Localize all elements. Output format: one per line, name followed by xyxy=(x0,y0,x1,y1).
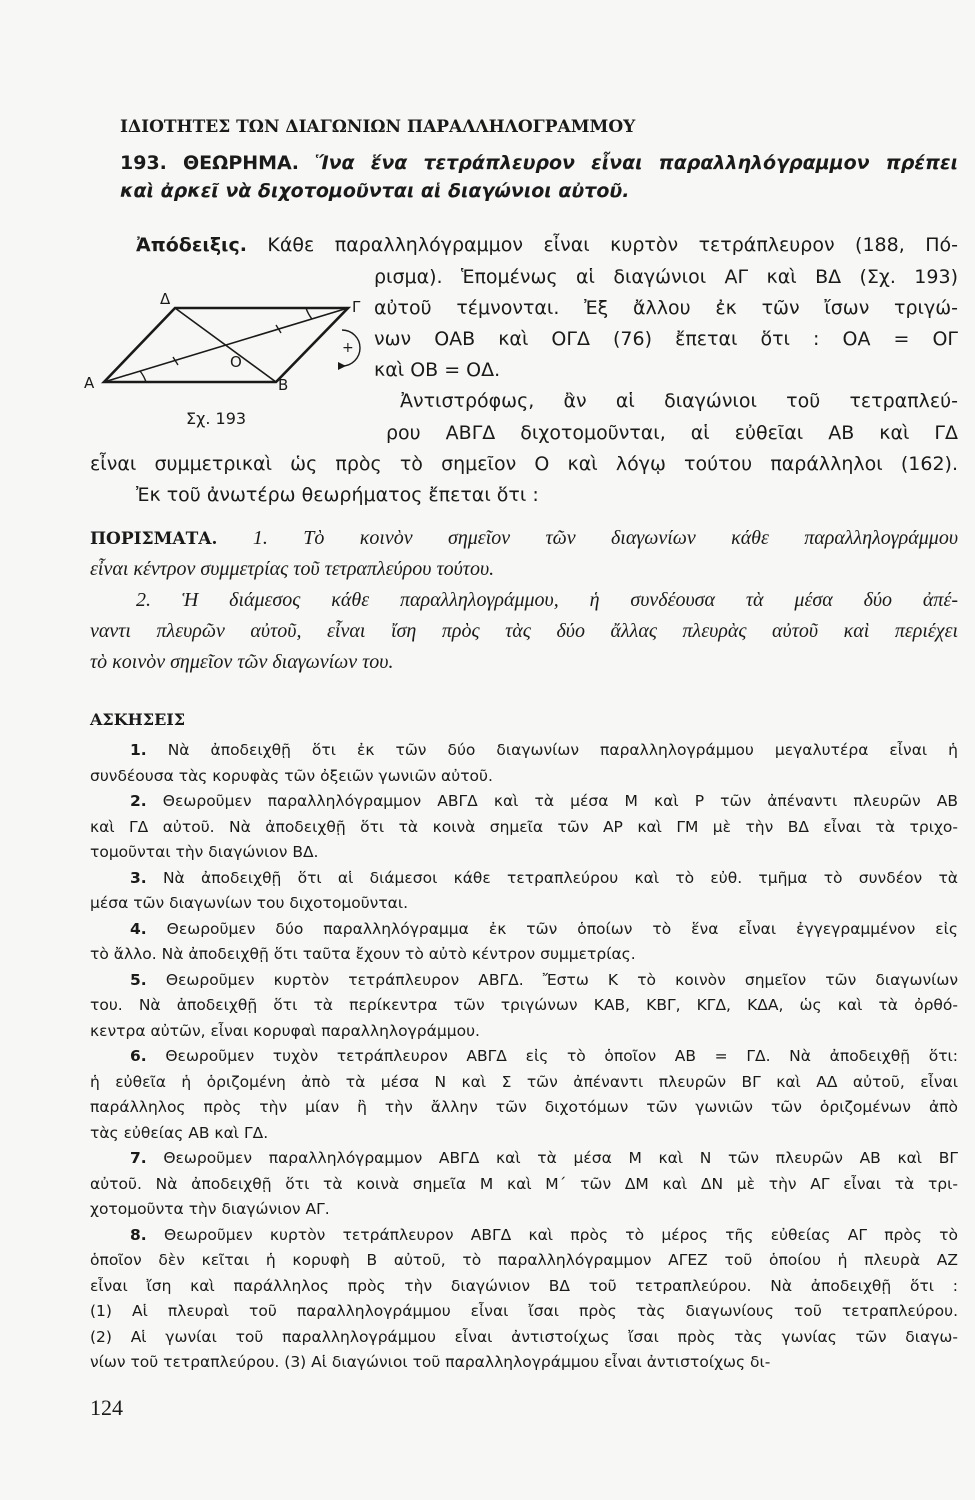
exercise-text: ὁποῖον δὲν κεῖται ἡ κορυφὴ Β αὐτοῦ, τὸ παραλληλόγραμμον ΑΓΕΖ τοῦ ὁποίου ἡ πλευρὰ ΑΖ xyxy=(90,1251,958,1269)
proof-text-1: Κάθε παραλληλόγραμμον εἶναι κυρτὸν τετράπλευρον (188, Πό- xyxy=(267,234,958,256)
exercise-text: Θεωροῦμεν δύο παραλληλόγραμμα ἐκ τῶν ὁποίων τὸ ἕνα εἶναι ἐγγεγραμμένον εἰς xyxy=(166,919,958,938)
proof-text-4: νων ΟΑΒ καὶ ΟΓΔ (76) ἔπεται ὅτι : ΟΑ = ΟΓ xyxy=(374,328,958,350)
exercise-2-line-3 xyxy=(90,843,318,861)
corollary-1-line-2: εἶναι κέντρον συμμετρίας τοῦ τετραπλεύρου τούτου. xyxy=(90,558,495,580)
exercise-text: τὸ ἄλλο. Νὰ ἀποδειχθῇ ὅτι ταῦτα ἔχουν τὸ αὐτὸ κέντρον συμμετρίας. xyxy=(90,945,636,963)
corollary-2-line-2 xyxy=(90,620,958,643)
exercise-text: χοτομοῦντα τὴν διαγώνιον ΑΓ. xyxy=(90,1200,330,1218)
proof-text-8: εἶναι συμμετρικαὶ ὡς πρὸς τὸ σημεῖον Ο καὶ λόγῳ τούτου παράλληλοι (162). xyxy=(90,453,958,475)
proof-text-6: Ἀντιστρόφως, ἂν αἱ διαγώνιοι τοῦ τετραπλεύ- xyxy=(400,390,958,412)
exercise-8-line-2 xyxy=(90,1251,958,1269)
rotation-arrowhead xyxy=(338,362,346,370)
exercise-number: 7. xyxy=(130,1149,147,1167)
exercise-text: παράλληλος πρὸς τὴν μίαν ἢ τὴν ἄλλην τῶν διχοτόμων τῶν γωνιῶν τῶν ὁριζομένων ἀπὸ xyxy=(90,1098,958,1116)
proof-line-3 xyxy=(374,293,958,323)
exercise-text: αὐτοῦ. Νὰ ἀποδειχθῇ ὅτι τὰ κοινὰ σημεῖα Μ καὶ Μ΄ τῶν ΔΜ καὶ ΔΝ μὲ τὴν ΑΓ εἶναι τὰ τρι- xyxy=(90,1174,958,1193)
page-number: 124 xyxy=(90,1395,123,1420)
exercise-5-line-1 xyxy=(130,971,958,989)
exercise-number: 3. xyxy=(130,868,147,887)
exercises-heading: ΑΣΚΗΣΕΙΣ xyxy=(90,710,186,729)
exercise-text: κεντρα αὐτῶν, εἶναι κορυφαὶ παραλληλογράμμου. xyxy=(90,1021,480,1040)
exercise-text: Θεωροῦμεν τυχὸν τετράπλευρον ΑΒΓΔ εἰς τὸ ὁποῖον ΑΒ = ΓΔ. Νὰ ἀποδειχθῇ ὅτι: xyxy=(165,1047,958,1065)
exercise-text: Νὰ ἀποδειχθῇ ὅτι ἐκ τῶν δύο διαγωνίων παραλληλογράμμου μεγαλυτέρα εἶναι ἡ xyxy=(167,741,958,759)
diagonal-bd xyxy=(175,308,276,382)
exercise-text: Νὰ ἀποδειχθῇ ὅτι αἱ διάμεσοι κάθε τετραπλεύρου καὶ τὸ εὐθ. τμῆμα τὸ συνδέον τὰ xyxy=(162,868,958,887)
exercise-2-line-1 xyxy=(130,792,958,810)
exercise-text: εἶναι ἴση καὶ παράλληλος πρὸς τὴν διαγώνιον ΒΔ τοῦ τετραπλεύρου. Νὰ ἀποδειχθῇ ὅτι : xyxy=(90,1276,958,1295)
exercise-2-line-2 xyxy=(90,818,958,836)
exercise-number: 6. xyxy=(130,1047,147,1065)
exercise-4-line-1 xyxy=(130,920,958,938)
exercise-text: Θεωροῦμεν κυρτὸν τετράπλευρον ΑΒΓΔ καὶ πρὸς τὸ μέρος τῆς εὐθείας ΑΓ πρὸς τὸ xyxy=(163,1225,958,1244)
exercise-text: καὶ ΓΔ αὐτοῦ. Νὰ ἀποδειχθῇ ὅτι τὰ κοινὰ σημεῖα τῶν ΑΡ καὶ ΓΜ μὲ τὴν ΒΔ εἶναι τὰ τριχο- xyxy=(90,817,958,836)
exercise-6-line-1 xyxy=(130,1047,958,1065)
label-alpha: Α xyxy=(84,374,95,392)
exercise-7-line-1 xyxy=(130,1149,958,1167)
exercise-3-line-2 xyxy=(90,894,408,912)
proof-line-7 xyxy=(386,418,958,448)
angle-mark-g xyxy=(306,308,312,319)
proof-line-1 xyxy=(136,230,958,260)
theorem-text-1: Ἵνα ἕνα τετράπλευρον εἶναι παραλληλόγραμμον πρέπει xyxy=(314,152,958,174)
exercise-text: τὰς εὐθείας ΑΒ καὶ ΓΔ. xyxy=(90,1123,269,1142)
exercise-8-line-6 xyxy=(90,1353,770,1371)
corollaries-heading: ΠΟΡΙΣΜΑΤΑ. xyxy=(90,529,218,549)
exercise-number: 4. xyxy=(130,919,147,938)
exercise-text: ἡ εὐθεῖα ἡ ὁριζομένη ἀπὸ τὰ μέσα Ν καὶ Σ τῶν ἀπέναντι πλευρῶν ΒΓ καὶ ΑΔ αὐτοῦ, εἶναι xyxy=(90,1072,958,1091)
theorem-label: 193. ΘΕΩΡΗΜΑ. xyxy=(120,152,299,174)
exercise-1-line-1 xyxy=(130,741,958,759)
exercise-8-line-3 xyxy=(90,1277,958,1295)
corollary-1-line-1 xyxy=(90,527,958,550)
proof-line-6 xyxy=(400,386,958,416)
exercise-text: (2) Αἱ γωνίαι τοῦ παραλληλογράμμου εἶναι ἀντιστοίχως ἴσαι πρὸς τὰς γωνίας τῶν διαγω- xyxy=(90,1327,958,1346)
corollary-2-line-1 xyxy=(136,589,958,612)
exercise-5-line-2 xyxy=(90,996,958,1014)
label-o: Ο xyxy=(230,353,242,371)
exercise-7-line-3 xyxy=(90,1200,330,1218)
exercise-6-line-4 xyxy=(90,1124,268,1142)
exercise-number: 2. xyxy=(130,792,147,810)
exercise-number: 8. xyxy=(130,1225,147,1244)
proof-line-9: Ἐκ τοῦ ἀνωτέρω θεωρήματος ἔπεται ὅτι : xyxy=(136,484,539,506)
proof-text-2: ρισμα). Ἑπομένως αἱ διαγώνιοι ΑΓ καὶ ΒΔ (Σχ. 193) xyxy=(374,266,958,288)
label-gamma: Γ xyxy=(352,298,361,316)
label-beta: Β xyxy=(278,376,289,394)
exercise-text: του. Νὰ ἀποδειχθῇ ὅτι τὰ περίκεντρα τῶν τριγώνων ΚΑΒ, ΚΒΓ, ΚΓΔ, ΚΔΑ, ὡς καὶ τὰ ὀρθό- xyxy=(90,996,958,1014)
exercise-text: (1) Αἱ πλευραὶ τοῦ παραλληλογράμμου εἶναι ἴσαι πρὸς τὰς διαγωνίους τοῦ τετραπλεύρου. xyxy=(90,1302,958,1320)
label-delta: Δ xyxy=(160,290,171,308)
corollary-2-text-2: ναντι πλευρῶν αὐτοῦ, εἶναι ἴση πρὸς τὰς δύο ἄλλας πλευρὰς αὐτοῦ καὶ περιέχει xyxy=(90,620,958,642)
figure-caption: Σχ. 193 xyxy=(186,409,247,428)
exercise-6-line-3 xyxy=(90,1098,958,1116)
exercise-text: Θεωροῦμεν παραλληλόγραμμον ΑΒΓΔ καὶ τὰ μέσα Μ καὶ Ν τῶν πλευρῶν ΑΒ καὶ ΒΓ xyxy=(163,1149,958,1167)
theorem-line-1 xyxy=(120,152,958,174)
proof-text-7: ρου ΑΒΓΔ διχοτομοῦνται, αἱ εὐθεῖαι ΑΒ καὶ ΓΔ xyxy=(386,422,958,444)
exercise-text: μέσα τῶν διαγωνίων του διχοτομοῦνται. xyxy=(90,894,409,912)
exercise-1-line-2 xyxy=(90,767,493,785)
exercise-3-line-1 xyxy=(130,869,958,887)
theorem-line-2: καὶ ἀρκεῖ νὰ διχοτομοῦνται αἱ διαγώνιοι αὐτοῦ. xyxy=(120,180,630,202)
proof-label: Ἀπόδειξις. xyxy=(136,234,247,256)
corollary-2-text-1: Ἡ διάμεσος κάθε παραλληλογράμμου, ἡ συνδέουσα τὰ μέσα δύο ἀπέ- xyxy=(181,589,958,611)
exercise-8-line-5 xyxy=(90,1328,958,1346)
exercise-8-line-4 xyxy=(90,1302,958,1320)
proof-line-4 xyxy=(374,324,958,354)
corollary-2-number: 2. xyxy=(136,589,151,611)
corollary-1-number: 1. xyxy=(252,527,268,549)
proof-line-8 xyxy=(90,449,958,479)
angle-mark-a xyxy=(140,371,146,382)
proof-line-2 xyxy=(374,262,958,292)
exercise-text: Θεωροῦμεν παραλληλόγραμμον ΑΒΓΔ καὶ τὰ μέσα Μ καὶ Ρ τῶν ἀπέναντι πλευρῶν ΑΒ xyxy=(162,792,959,810)
exercise-6-line-2 xyxy=(90,1073,958,1091)
proof-line-5: καὶ ΟΒ = ΟΔ. xyxy=(374,359,501,381)
exercise-8-line-1 xyxy=(130,1226,958,1244)
exercise-number: 5. xyxy=(130,970,147,989)
exercise-number: 1. xyxy=(130,741,147,759)
corollary-2-line-3: τὸ κοινὸν σημεῖον τῶν διαγωνίων του. xyxy=(90,651,394,673)
exercise-5-line-3 xyxy=(90,1022,480,1040)
label-plus: + xyxy=(342,340,354,356)
corollary-1-text-1: Τὸ κοινὸν σημεῖον τῶν διαγωνίων κάθε παραλληλογράμμου xyxy=(303,527,958,549)
exercise-7-line-2 xyxy=(90,1175,958,1193)
figure-parallelogram xyxy=(80,290,380,440)
exercise-text: νίων τοῦ τετραπλεύρου. (3) Αἱ διαγώνιοι τοῦ παραλληλογράμμου εἶναι ἀντιστοίχως δι- xyxy=(90,1353,771,1371)
section-title: ΙΔΙΟΤΗΤΕΣ ΤΩΝ ΔΙΑΓΩΝΙΩΝ ΠΑΡΑΛΛΗΛΟΓΡΑΜΜΟΥ xyxy=(120,117,636,137)
proof-text-3: αὐτοῦ τέμνονται. Ἐξ ἄλλου ἐκ τῶν ἴσων τριγώ- xyxy=(374,297,958,319)
exercise-text: Θεωροῦμεν κυρτὸν τετράπλευρον ΑΒΓΔ. Ἔστω Κ τὸ κοινὸν σημεῖον τῶν διαγωνίων xyxy=(165,970,958,989)
exercise-text: συνδέουσα τὰς κορυφὰς τῶν ὀξειῶν γωνιῶν αὐτοῦ. xyxy=(90,766,493,785)
exercise-4-line-2 xyxy=(90,945,636,963)
exercise-text: τομοῦνται τὴν διαγώνιον ΒΔ. xyxy=(90,843,319,861)
